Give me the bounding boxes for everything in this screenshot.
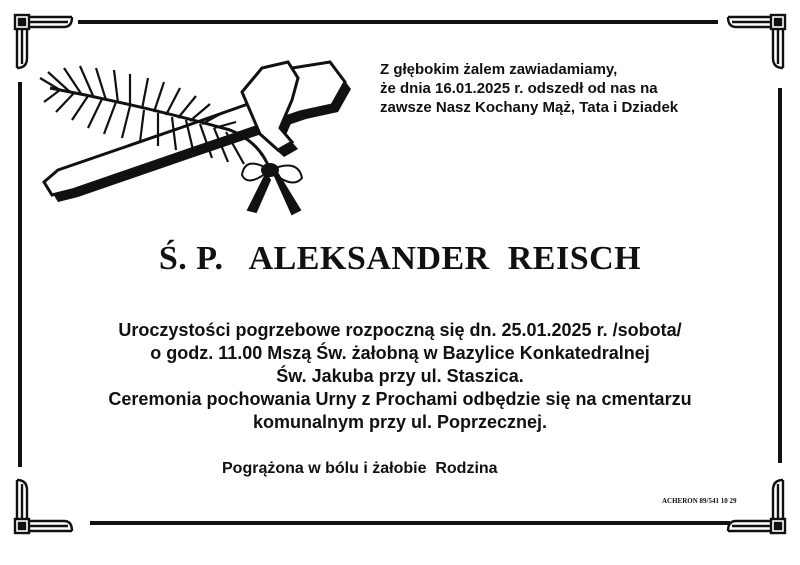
funeral-line: Św. Jakuba przy ul. Staszica. [276, 366, 524, 386]
printer-credit: ACHERON 89/541 10 29 [662, 497, 737, 505]
corner-ornament-bottom-left-icon [12, 472, 76, 536]
deceased-name: Ś. P. ALEKSANDER REISCH [158, 240, 642, 277]
intro-text [380, 60, 760, 117]
funeral-details [0, 319, 800, 434]
cross-with-palm-branch-icon [30, 50, 360, 225]
intro-line: zawsze Nasz Kochany Mąż, Tata i Dziadek [380, 99, 679, 116]
intro-line: Z głębokim żalem zawiadamiamy, [380, 61, 618, 78]
funeral-line: komunalnym przy ul. Poprzecznej. [252, 412, 548, 432]
funeral-line: o godz. 11.00 Mszą Św. żałobną w Bazylice Konkatedralnej [150, 343, 650, 363]
family-signature: Pogrążona w bólu i żałobie Rodzina [222, 460, 498, 477]
intro-line: że dnia 16.01.2025 r. odszedł od nas na [380, 80, 658, 97]
frame-bottom-line [90, 521, 730, 525]
funeral-line: Ceremonia pochowania Urny z Prochami odbędzie się na cmentarzu [108, 389, 692, 409]
funeral-line: Uroczystości pogrzebowe rozpoczną się dn. 25.01.2025 r. /sobota/ [118, 320, 682, 340]
frame-top-line [78, 20, 718, 24]
